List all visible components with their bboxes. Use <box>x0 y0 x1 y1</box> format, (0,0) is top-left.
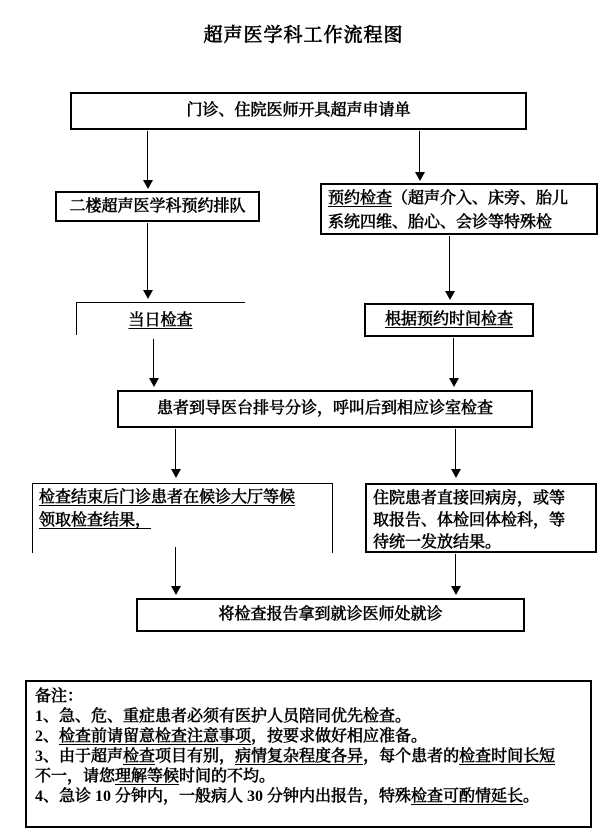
text-segment: 2、 <box>35 728 60 745</box>
arrow-down-icon <box>449 236 450 292</box>
arrow-down-icon <box>147 223 148 291</box>
text-segment: 时间的不均。 <box>179 768 276 785</box>
underlined-text: 检查结束后门诊患者在候诊大厅等候领取检查结果， <box>39 489 296 529</box>
arrow-down-icon <box>175 429 176 470</box>
text-segment: 3、由于超声 <box>35 748 124 765</box>
text-segment: 项目有别， <box>155 748 236 765</box>
flow-box-report: 将检查报告拿到就诊医师处就诊 <box>136 598 525 632</box>
note-item <box>35 787 570 807</box>
arrow-down-icon <box>147 131 148 181</box>
text-segment: （超声介入、床旁、胎儿系统四维、胎心、会诊等特殊检 <box>328 190 569 231</box>
sameday-top-border <box>76 302 245 303</box>
underlined-text: 当日检查 <box>128 312 193 329</box>
page-title: 超声医学科工作流程图 <box>203 25 404 46</box>
note-item <box>35 707 570 727</box>
text-segment: 1、急、危、重症患者必须有医护人员陪同优先检查。 <box>35 708 412 725</box>
flow-box-sameday <box>76 307 245 330</box>
underlined-text: 病情复杂程度各异 <box>235 748 364 765</box>
text-segment: 。 <box>523 788 540 805</box>
flow-box-request: 门诊、住院医师开具超声申请单 <box>70 92 527 130</box>
note-item <box>35 747 570 787</box>
underlined-text: 检查 <box>123 748 156 765</box>
flow-box-outpatient <box>32 483 333 553</box>
notes-heading: 备注： <box>35 688 84 705</box>
text-segment: ，按要求做好相应准备。 <box>251 728 428 745</box>
underlined-text: 根据预约时间检查 <box>384 311 513 328</box>
flow-box-inpatient: 住院患者直接回病房，或等取报告、体检回体检科，等待统一发放结果。 <box>365 483 597 553</box>
notes-box <box>25 680 592 828</box>
underlined-text: 理解等候 <box>115 768 180 785</box>
underlined-text: 检查时间长短 <box>459 748 556 765</box>
flow-box-queue: 二楼超声医学科预约排队 <box>55 191 260 222</box>
arrow-down-icon <box>153 339 154 379</box>
underlined-text: 预约检查 <box>328 190 393 207</box>
text-segment: 4、急诊 10 分钟内，一般病人 30 分钟内出报告，特殊 <box>35 788 412 805</box>
arrow-down-icon <box>453 338 454 379</box>
flow-box-appointment <box>320 183 598 235</box>
note-item <box>35 727 570 747</box>
arrow-down-icon <box>419 131 420 173</box>
text-segment: 不一，请您 <box>35 768 116 785</box>
underlined-text: 检查前请留意检查注意事项 <box>59 728 252 745</box>
flow-box-bytime <box>364 303 534 337</box>
flow-box-triage: 患者到导医台排号分诊，呼叫后到相应诊室检查 <box>117 390 533 428</box>
underlined-text: 检查可酌情延长 <box>411 788 524 805</box>
arrow-down-icon <box>455 429 456 470</box>
text-segment: ，每个患者的 <box>363 748 460 765</box>
notes-list <box>35 707 570 807</box>
arrow-down-icon <box>455 554 456 587</box>
arrow-down-icon <box>175 547 176 587</box>
